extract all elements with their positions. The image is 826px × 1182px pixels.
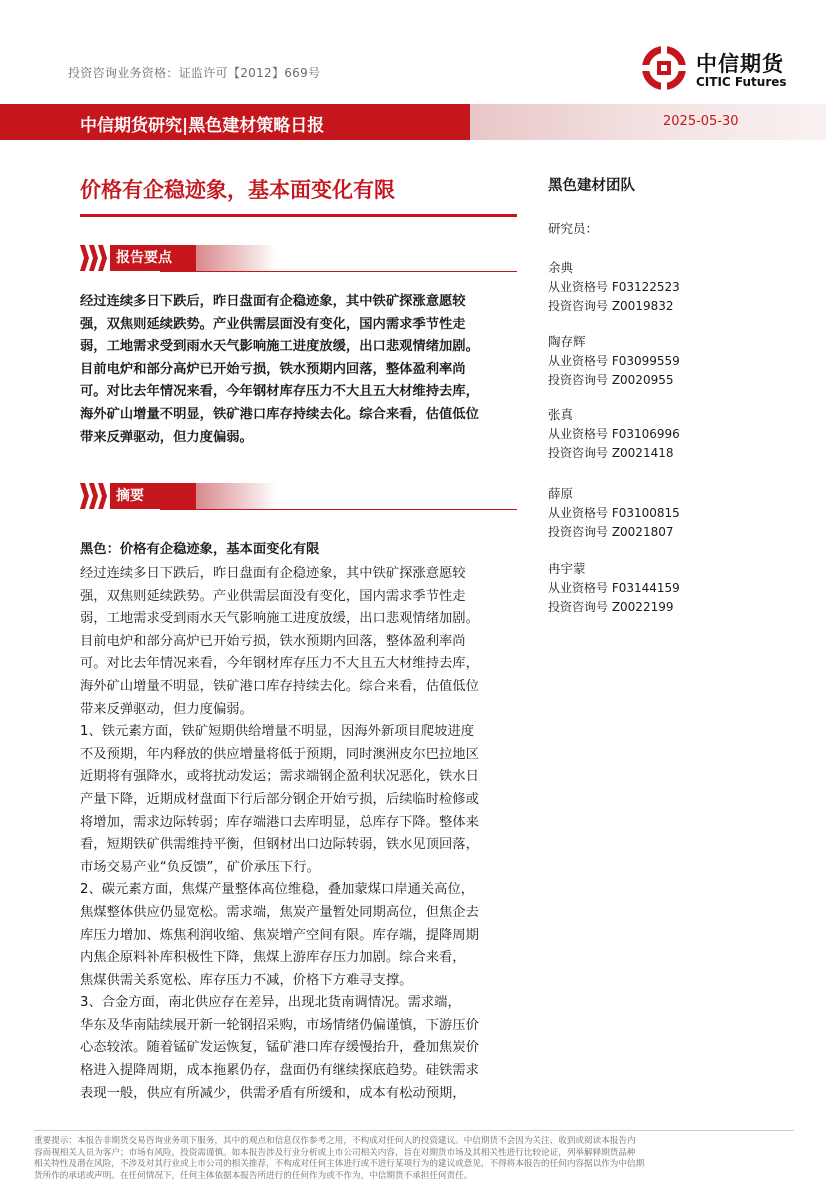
analyst-cert: 投资咨询号 Z0019832 [548, 299, 674, 313]
analyst-cert: 投资咨询号 Z0020955 [548, 373, 674, 387]
analyst-cert: 从业资格号 F03144159 [548, 580, 680, 595]
analyst-cert: 从业资格号 F03099559 [548, 353, 680, 368]
analyst-cert: 投资咨询号 Z0021418 [548, 446, 674, 460]
banner-title: 中信期货研究|黑色建材策略日报 [80, 116, 325, 136]
logo-cn-text: 中信期货 [696, 52, 784, 76]
summary-heading: 黑色：价格有企稳迹象，基本面变化有限 [80, 542, 320, 557]
report-date: 2025-05-30 [663, 114, 739, 129]
analyst-cert: 从业资格号 F03100815 [548, 505, 680, 520]
analyst-name: 陶存辉 [548, 334, 586, 349]
team-name: 黑色建材团队 [548, 178, 635, 194]
analyst-card [548, 484, 748, 543]
disclaimer-text: 重要提示：本报告非期货交易咨询业务项下服务，其中的观点和信息仅作参考之用，不构成对任何人的投资建议。中信期货不会因为关注、收到或阅读本报告内 容而视相关人员为客户；市场有风险，投资需谨慎。如本报告涉及行业分析或上市公司相关内容，旨在对期货市场及其相关性进行比较论证，列举解释期货品种 相关特性及潜在风险，不涉及对其行业或上市公司的相关推荐，不构成对任何主体进行或不进行某项行为的建议或意见，不得将本报告的任何内容据以作为中信期 货所作的承诺或声明。在任何情况下，任何主体依据本报告所进行的任何作为或不作为，中信期货不承担任何责任。 [34, 1136, 645, 1181]
analyst-name: 薛原 [548, 486, 574, 501]
title-divider [80, 214, 517, 217]
analyst-cert: 投资咨询号 Z0021807 [548, 525, 674, 539]
researchers-label: 研究员： [548, 221, 599, 236]
analyst-cert: 投资咨询号 Z0022199 [548, 600, 674, 614]
analyst-card [548, 258, 748, 317]
citic-logo-icon [640, 44, 688, 92]
summary-text: 经过连续多日下跌后，昨日盘面有企稳迹象，其中铁矿探涨意愿较 强，双焦则延续跌势。产业供需层面没有变化，国内需求季节性走 弱，工地需求受到雨水天气影响施工进度放缓，出口悲观情绪加剧。 目前电炉和部分高炉已开始亏损，铁水预期内回落，整体盈利率尚 可。对比去年情况来看，今年钢材库存压力不大且五大材维持去库， 海外矿山增量不明显，铁矿港口库存持续去化。综合来看，估值低位 带来反弹驱动，但力度偏弱。 1、铁元素方面，铁矿短期供给增量不明显，因海外新项目爬坡进度 不及预期，年内释放的供应增量将低于预期，同时澳洲皮尔巴拉地区 近期将有强降水，或将扰动发运；需求端钢企盈利状况恶化，铁水日 产量下降，近期成材盘面下行后部分钢企开始亏损，后续临时检修或 将增加，需求边际转弱；库存端港口去库明显，总库存下降。整体来 看，短期铁矿供需维持平衡，但钢材出口边际转弱，铁水见顶回落， 市场交易产业“负反馈”，矿价承压下行。 2、碳元素方面，焦煤产量整体高位维稳，叠加蒙煤口岸通关高位， 焦煤整体供应仍显宽松。需求端，焦炭产量暂处同期高位，但焦企去 库压力增加、炼焦利润收缩、焦炭增产空间有限。库存端，提降周期 内焦企原料补库积极性下降，焦煤上游库存压力加剧。综合来看， 焦煤供需关系宽松、库存压力不减，价格下方难寻支撑。 3、合金方面，南北供应存在差异，出现北货南调情况。需求端， 华东及华南陆续展开新一轮钢招采购，市场情绪仍偏谨慎，下游压价 心态较浓。随着锰矿发运恢复，锰矿港口库存缓慢抬升，叠加焦炭价 格进入提降周期，成本拖累仍存，盘面仍有继续探底趋势。硅铁需求 表现一般，供应有所减少，供需矛盾有所缓和，成本有松动预期， [80, 566, 479, 1101]
analyst-card [548, 559, 748, 618]
section-label: 报告要点 [110, 245, 196, 271]
section-summary [80, 483, 517, 509]
analyst-card [548, 405, 748, 464]
citic-futures-logo [640, 44, 805, 94]
analyst-name: 冉宇蒙 [548, 561, 586, 576]
footer-divider [34, 1130, 794, 1131]
analyst-cert: 从业资格号 F03106996 [548, 426, 680, 441]
analyst-name: 张真 [548, 407, 574, 422]
license-text: 投资咨询业务资格：证监许可【2012】669号 [68, 66, 321, 80]
analyst-name: 余典 [548, 260, 574, 275]
report-banner [0, 104, 826, 140]
report-points-text: 经过连续多日下跌后，昨日盘面有企稳迹象，其中铁矿探涨意愿较 强，双焦则延续跌势。产业供需层面没有变化，国内需求季节性走 弱，工地需求受到雨水天气影响施工进度放缓，出口悲观情绪加剧。 目前电炉和部分高炉已开始亏损，铁水预期内回落，整体盈利率尚 可。对比去年情况来看，今年钢材库存压力不大且五大材维持去库， 海外矿山增量不明显，铁矿港口库存持续去化。综合来看，估值低位 带来反弹驱动，但力度偏弱。 [80, 294, 479, 445]
analyst-card [548, 332, 748, 391]
section-label: 摘要 [110, 483, 196, 509]
section-report-points [80, 245, 517, 271]
page-title: 价格有企稳迹象，基本面变化有限 [80, 178, 395, 202]
logo-en-text: CITIC Futures [696, 75, 787, 89]
analyst-cert: 从业资格号 F03122523 [548, 279, 680, 294]
